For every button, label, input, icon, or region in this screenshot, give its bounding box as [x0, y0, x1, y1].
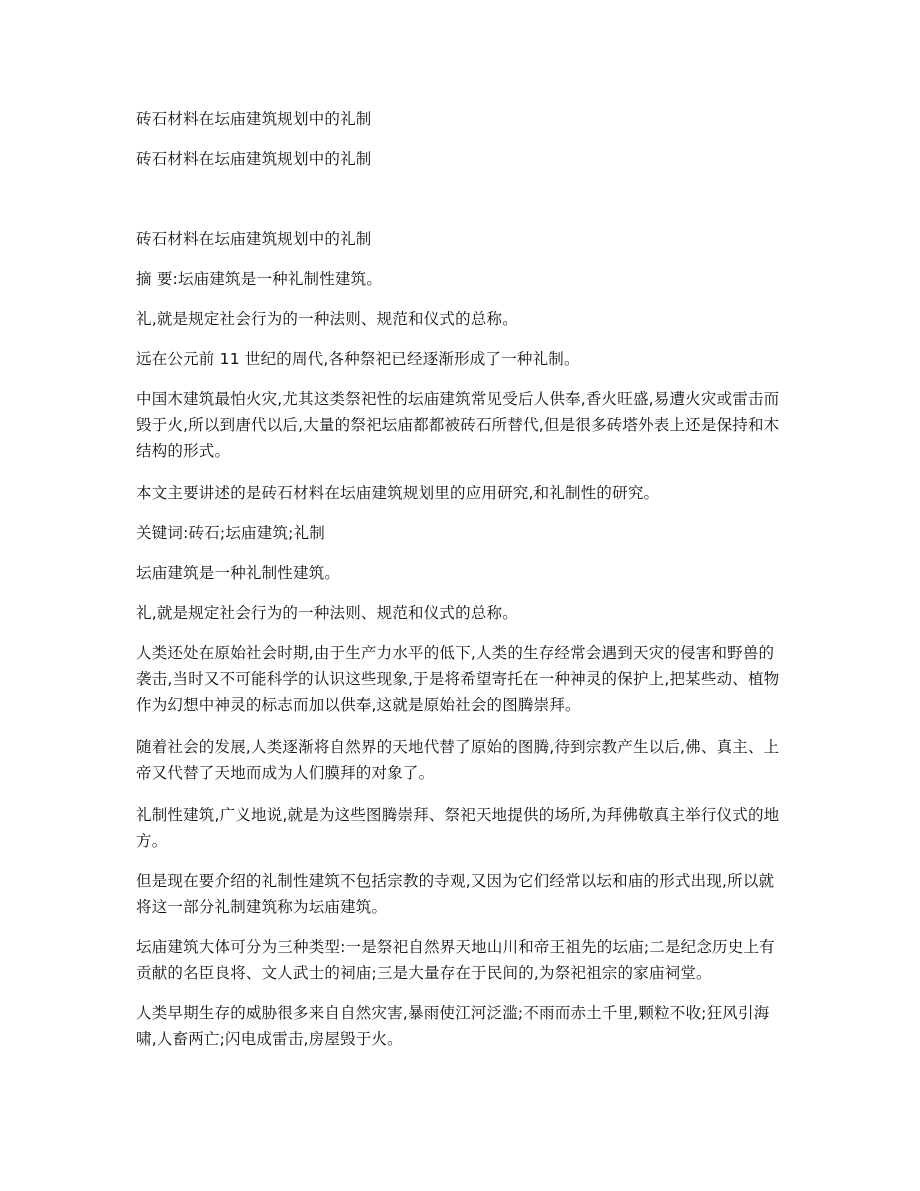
- paragraph: 坛庙建筑大体可分为三种类型:一是祭祀自然界天地山川和帝王祖先的坛庙;二是纪念历史上有贡献的名臣良将、文人武士的祠庙;三是大量存在于民间的,为祭祀祖宗的家庙祠堂。: [136, 938, 775, 982]
- paragraph: 坛庙建筑是一种礼制性建筑。: [136, 564, 341, 582]
- paragraph: 但是现在要介绍的礼制性建筑不包括宗教的寺观,又因为它们经常以坛和庙的形式出现,所以就将这一部分礼制建筑称为坛庙建筑。: [136, 872, 775, 916]
- paragraph: 随着社会的发展,人类逐渐将自然界的天地代替了原始的图腾,待到宗教产生以后,佛、真主、上帝又代替了天地而成为人们膜拜的对象了。: [136, 738, 780, 782]
- article-title: 砖石材料在坛庙建筑规划中的礼制: [136, 230, 372, 248]
- paragraph: 人类还处在原始社会时期,由于生产力水平的低下,人类的生存经常会遇到天灾的侵害和野兽的袭击,当时又不可能科学的认识这些现象,于是将希望寄托在一种神灵的保护上,把某些动、植物作为幻想中神灵的标志而加以供奉,这就是原始社会的图腾崇拜。: [136, 644, 780, 714]
- paragraph: 礼,就是规定社会行为的一种法则、规范和仪式的总称。: [136, 310, 518, 328]
- paragraph: 远在公元前 11 世纪的周代,各种祭祀已经逐渐形成了一种礼制。: [136, 350, 580, 368]
- document-title: 砖石材料在坛庙建筑规划中的礼制: [136, 110, 372, 128]
- paragraph: 本文主要讲述的是砖石材料在坛庙建筑规划里的应用研究,和礼制性的研究。: [136, 484, 660, 502]
- abstract-paragraph: 摘 要:坛庙建筑是一种礼制性建筑。: [136, 270, 383, 288]
- paragraph: 礼,就是规定社会行为的一种法则、规范和仪式的总称。: [136, 604, 518, 622]
- paragraph: 中国木建筑最怕火灾,尤其这类祭祀性的坛庙建筑常见受后人供奉,香火旺盛,易遭火灾或雷击而毁于火,所以到唐代以后,大量的祭祀坛庙都都被砖石所替代,但是很多砖塔外表上还是保持和木结构的形式。: [136, 390, 780, 460]
- paragraph: 人类早期生存的威胁很多来自自然灾害,暴雨使江河泛滥;不雨而赤土千里,颗粒不收;狂风引海啸,人畜两亡;闪电成雷击,房屋毁于火。: [136, 1004, 770, 1048]
- document-subtitle: 砖石材料在坛庙建筑规划中的礼制: [136, 150, 372, 168]
- keywords-paragraph: 关键词:砖石;坛庙建筑;礼制: [136, 524, 325, 542]
- paragraph: 礼制性建筑,广义地说,就是为这些图腾崇拜、祭祀天地提供的场所,为拜佛敬真主举行仪式的地方。: [136, 806, 780, 850]
